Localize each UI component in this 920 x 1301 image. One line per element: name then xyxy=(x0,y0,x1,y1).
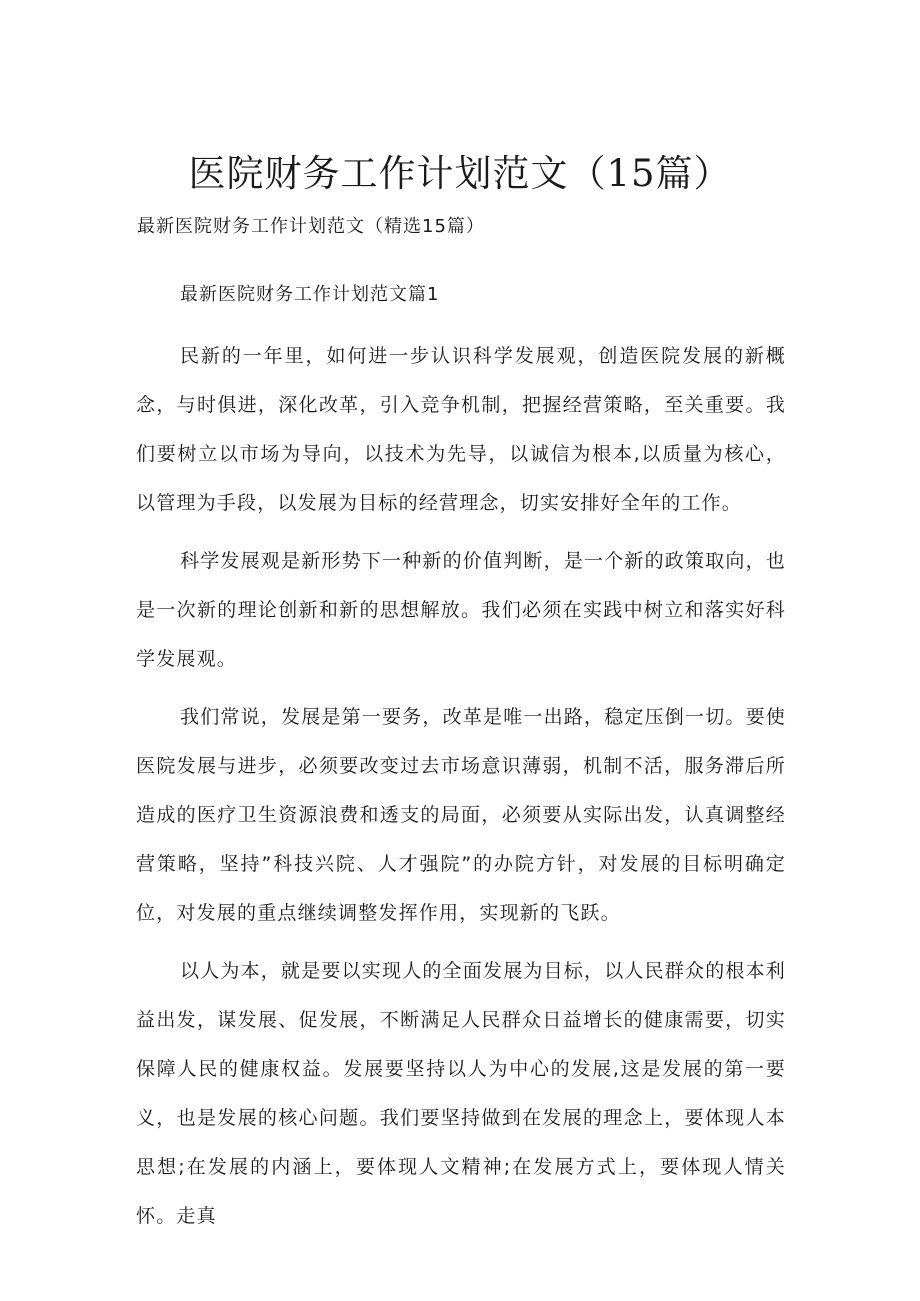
document-title: 医院财务工作计划范文（15篇） xyxy=(188,152,732,195)
paragraph-2: 科学发展观是新形势下一种新的价值判断，是一个新的政策取向，也是一次新的理论创新和新的思想解放。我们必须在实践中树立和落实好科学发展观。 xyxy=(136,550,787,670)
section-heading: 最新医院财务工作计划范文篇1 xyxy=(180,284,440,305)
paragraph-1: 民新的一年里，如何进一步认识科学发展观，创造医院发展的新概念，与时俱进，深化改革，引入竞争机制，把握经营策略，至关重要。我们要树立以市场为导向，以技术为先导，以诚信为根本,以质量为核心，以管理为手段，以发展为目标的经营理念，切实安排好全年的工作。 xyxy=(136,345,786,514)
paragraph-4: 以人为本，就是要以实现人的全面发展为目标，以人民群众的根本利益出发，谋发展、促发展，不断满足人民群众日益增长的健康需要，切实保障人民的健康权益。发展要坚持以人为中心的发展,这是发展的第一要义，也是发展的核心问题。我们要坚持做到在发展的理念上，要体现人本思想;在发展的内涵上，要体现人文精神;在发展方式上，要体现人情关怀。走真 xyxy=(136,960,787,1227)
document-subtitle: 最新医院财务工作计划范文（精选15篇） xyxy=(137,216,485,237)
paragraph-3: 我们常说，发展是第一要务，改革是唯一出路，稳定压倒一切。要使医院发展与进步，必须要改变过去市场意识薄弱，机制不活，服务滞后所造成的医疗卫生资源浪费和透支的局面，必须要从实际出发，认真调整经营策略，坚持”科技兴院、人才强院”的办院方针，对发展的目标明确定位，对发展的重点继续调整发挥作用，实现新的飞跃。 xyxy=(136,706,787,924)
